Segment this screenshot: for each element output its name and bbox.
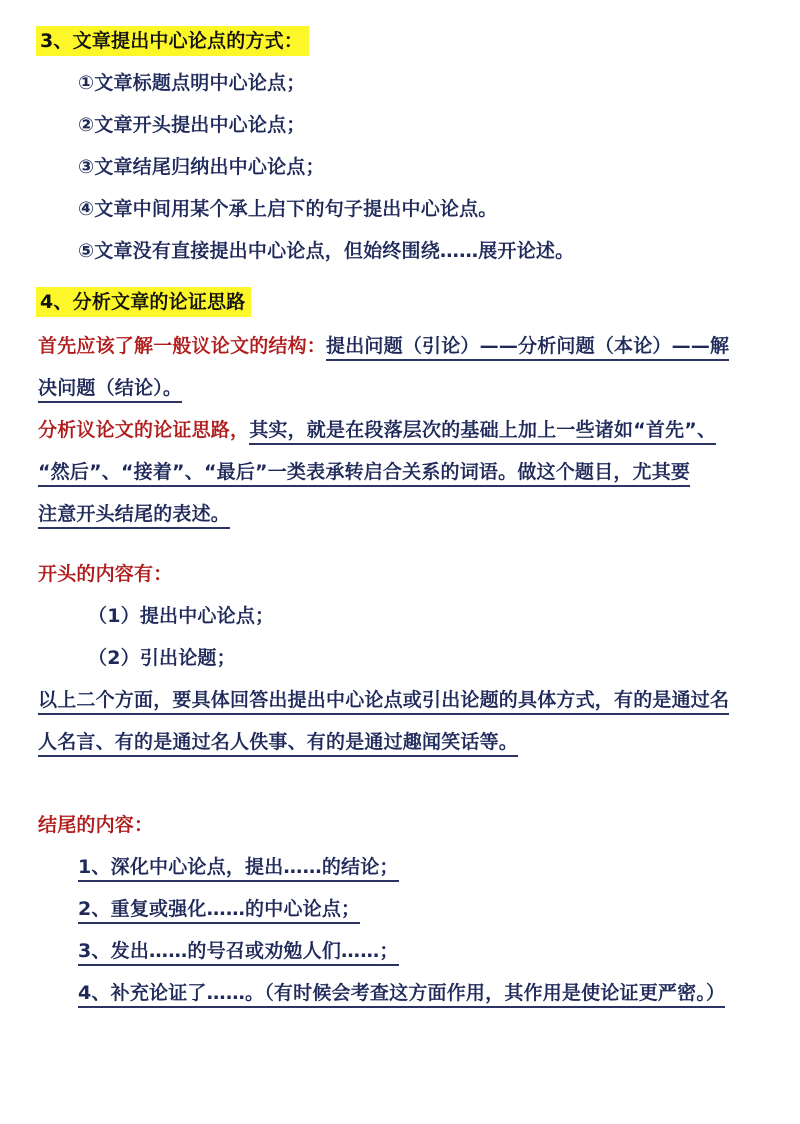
opening-note-text: 人名言、有的是通过名人佚事、有的是通过趣闻笑话等。 [38,731,518,757]
opening-heading: 开头的内容有： [38,563,173,585]
structure-text: 决问题（结论）。 [38,377,182,403]
section3-item: ④文章中间用某个承上启下的句子提出中心论点。 [78,198,498,220]
section3-item: ②文章开头提出中心论点； [78,114,306,136]
ending-item-text: 2、重复或强化……的中心论点； [78,898,360,924]
reasoning-text: 其实，就是在段落层次的基础上加上一些诸如“首先”、 [249,419,716,445]
section3-heading [36,28,309,54]
opening-note-text: 以上二个方面，要具体回答出提出中心论点或引出论题的具体方式，有的是通过名 [38,689,729,715]
structure-text: 提出问题（引论）——分析问题（本论）——解 [326,335,729,361]
reasoning-label: 分析议论文的论证思路， [38,419,250,441]
opening-note-line1 [38,687,729,713]
section3-item: ⑤文章没有直接提出中心论点，但始终围绕……展开论述。 [78,240,575,262]
ending-item [78,938,399,964]
ending-item [78,980,725,1006]
reasoning-text: 注意开头结尾的表述。 [38,503,230,529]
section4-heading [36,289,251,315]
reasoning-paragraph-line2 [38,459,690,485]
reasoning-paragraph-line3 [38,501,230,527]
opening-note-line2 [38,729,518,755]
opening-item: （2）引出论题； [88,647,236,669]
section3-heading-text: 3、文章提出中心论点的方式： [36,26,309,56]
ending-heading: 结尾的内容： [38,814,154,836]
ending-item-text: 1、深化中心论点，提出……的结论； [78,856,399,882]
reasoning-paragraph-line1 [38,417,716,443]
ending-item [78,854,399,880]
section3-item: ①文章标题点明中心论点； [78,72,306,94]
ending-item-text: 3、发出……的号召或劝勉人们……； [78,940,399,966]
structure-paragraph-line2 [38,375,182,401]
ending-item [78,896,360,922]
structure-paragraph-line1 [38,333,729,359]
ending-item-text: 4、补充论证了……。（有时候会考查这方面作用，其作用是使论证更严密。） [78,982,725,1008]
reasoning-text: “然后”、“接着”、“最后”一类表承转启合关系的词语。做这个题目，尤其要 [38,461,690,487]
section4-heading-text: 4、分析文章的论证思路 [36,287,251,317]
section3-item: ③文章结尾归纳出中心论点； [78,156,325,178]
structure-label: 首先应该了解一般议论文的结构： [38,335,327,357]
opening-item: （1）提出中心论点； [88,605,275,627]
